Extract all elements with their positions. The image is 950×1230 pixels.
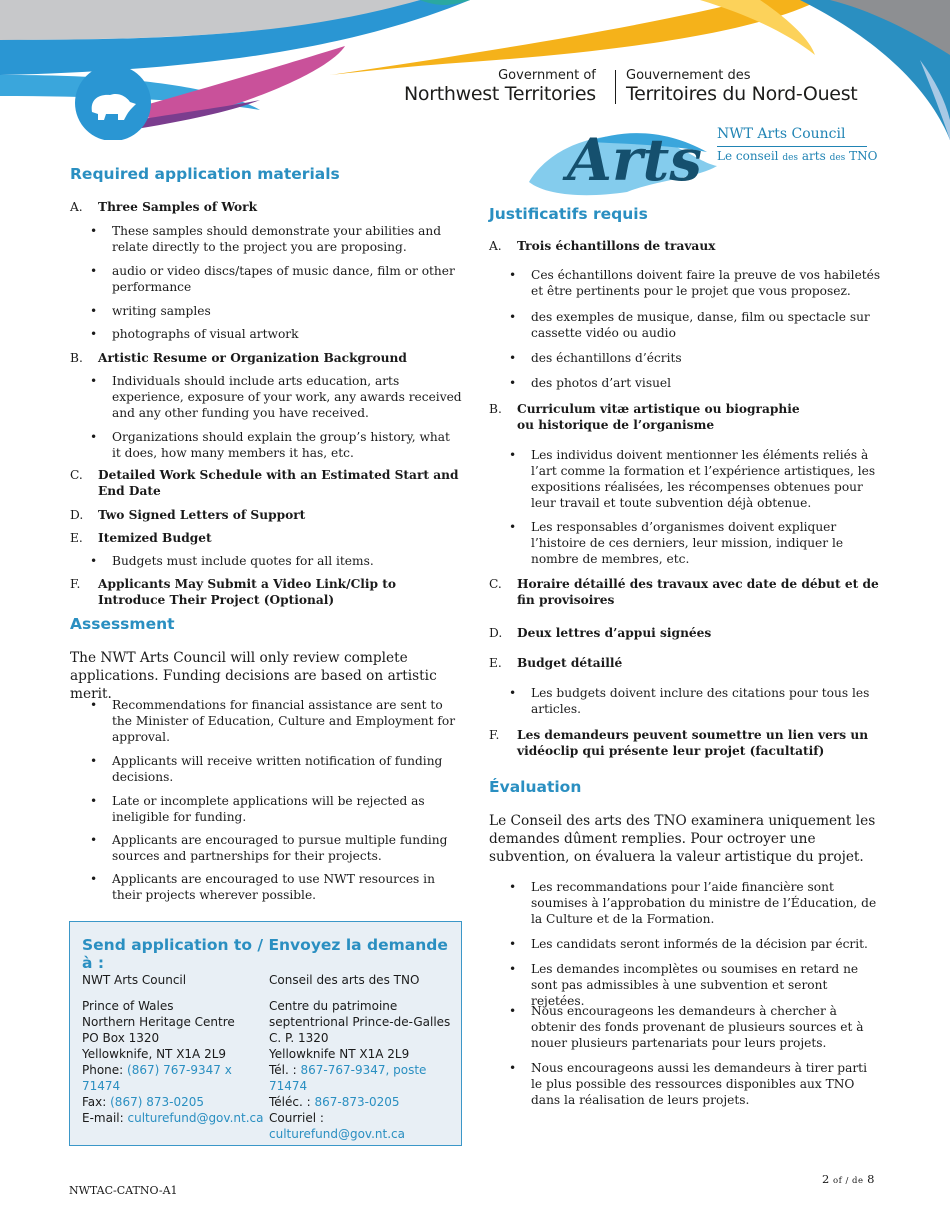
bullet-item: • photographs of visual artwork bbox=[112, 326, 462, 350]
email-link[interactable]: culturefund@gov.nt.ca bbox=[127, 1111, 264, 1125]
assessment-intro: The NWT Arts Council will only review complete applications. Funding decisions are based on artistic merit. bbox=[70, 650, 437, 702]
list-item bbox=[70, 507, 462, 530]
council-fr-part: des bbox=[782, 153, 799, 163]
item-letter: E. bbox=[70, 531, 83, 545]
address-line: Yellowknife, NT X1A 2L9 bbox=[82, 1047, 227, 1061]
item-title: Detailed Work Schedule with an Estimated Start and End Date bbox=[98, 468, 459, 498]
item-letter: C. bbox=[489, 577, 502, 591]
bullet-item: • Les candidats seront informés de la décision par écrit. bbox=[531, 936, 881, 961]
justificatifs-heading: Justificatifs requis bbox=[489, 205, 648, 223]
list-item bbox=[489, 625, 881, 655]
government-name-french bbox=[626, 68, 857, 105]
bullet-item: • des photos d’art visuel bbox=[531, 375, 881, 401]
bullet-item: • Budgets must include quotes for all items. bbox=[112, 553, 462, 576]
gov-fr-large: Territoires du Nord-Ouest bbox=[626, 83, 858, 105]
fax-label: Téléc. : bbox=[269, 1095, 315, 1109]
fax-link[interactable]: (867) 873-0205 bbox=[110, 1095, 204, 1109]
fax-row bbox=[269, 1094, 459, 1110]
french-materials-list bbox=[489, 238, 881, 763]
list-item bbox=[70, 530, 462, 553]
bullet-item: • Les recommandations pour l’aide financière sont soumises à l’approbation du ministre de l’Éducation, de la Culture et de la Formation. bbox=[531, 879, 881, 936]
council-fr-part: TNO bbox=[849, 149, 878, 163]
address-line: PO Box 1320 bbox=[82, 1031, 160, 1045]
contact-box bbox=[69, 921, 462, 1146]
address-line: septentrional Prince-de-Galles bbox=[269, 1015, 451, 1029]
list-item bbox=[489, 401, 881, 447]
bullet-item: • Les responsables d’organismes doivent expliquer l’histoire de ces derniers, leur mission, indiquer le nombre de membres, etc. bbox=[531, 519, 881, 576]
gov-fr-small: Gouvernement des bbox=[626, 68, 751, 83]
bullet-item: • Nous encourageons les demandeurs à chercher à obtenir des fonds provenant de plusieurs sources et à nouer plusieurs partenariats pour leurs projets. bbox=[531, 1003, 881, 1060]
bullet-item: • Nous encourageons aussi les demandeurs à tirer parti le plus possible des ressources disponibles aux TNO dans la réalisation de leurs projets. bbox=[531, 1060, 881, 1110]
item-title: Two Signed Letters of Support bbox=[98, 508, 306, 522]
item-title: Curriculum vitæ artistique ou biographie ou historique de l’organisme bbox=[517, 402, 800, 432]
list-item bbox=[70, 576, 462, 612]
page-of-label: of / de bbox=[832, 1176, 864, 1186]
item-title: Trois échantillons de travaux bbox=[517, 239, 716, 253]
bullet-item: • Recommendations for financial assistance are sent to the Minister of Education, Culture and Employment for approval. bbox=[112, 697, 462, 753]
contact-french bbox=[269, 972, 459, 1142]
gov-en-small: Government of bbox=[498, 68, 596, 83]
item-letter: B. bbox=[70, 351, 83, 365]
government-name-english bbox=[404, 68, 596, 105]
email-label: E-mail: bbox=[82, 1111, 128, 1125]
arts-logo-word: Arts bbox=[567, 126, 703, 194]
list-item bbox=[70, 350, 462, 373]
bullet-item: • These samples should demonstrate your abilities and relate directly to the project you are proposing. bbox=[112, 223, 462, 263]
assessment-heading: Assessment bbox=[70, 615, 175, 633]
list-item bbox=[489, 655, 881, 685]
item-letter: F. bbox=[70, 577, 81, 591]
bullet-item: • Applicants are encouraged to use NWT resources in their projects wherever possible. bbox=[112, 871, 462, 907]
council-underline bbox=[717, 146, 867, 147]
list-item bbox=[489, 727, 881, 763]
address-line: Prince of Wales bbox=[82, 999, 174, 1013]
item-letter: D. bbox=[70, 508, 84, 522]
item-letter: B. bbox=[489, 402, 502, 416]
gov-divider bbox=[615, 70, 616, 104]
phone-link-extension[interactable]: 71474 bbox=[269, 1079, 308, 1093]
french-evaluation-list bbox=[489, 879, 881, 1110]
bullet-item: • writing samples bbox=[112, 303, 462, 326]
council-name-french bbox=[717, 149, 877, 163]
bullet-item: • des exemples de musique, danse, film ou spectacle sur cassette vidéo ou audio bbox=[531, 309, 881, 350]
bullet-item: • audio or video discs/tapes of music dance, film or other performance bbox=[112, 263, 462, 303]
evaluation-intro: Le Conseil des arts des TNO examinera uniquement les demandes dûment remplies. Pour octroyer une subvention, on évaluera la valeur artistique du projet. bbox=[489, 813, 876, 865]
list-item bbox=[489, 576, 881, 625]
item-letter: E. bbox=[489, 656, 502, 670]
phone-label: Tél. : bbox=[269, 1063, 301, 1077]
email-row bbox=[269, 1110, 459, 1142]
item-letter: C. bbox=[70, 468, 83, 482]
bullet-item: • Late or incomplete applications will be rejected as ineligible for funding. bbox=[112, 793, 462, 832]
item-letter: F. bbox=[489, 728, 500, 742]
item-title: Artistic Resume or Organization Background bbox=[98, 351, 407, 365]
fax-link[interactable]: 867-873-0205 bbox=[314, 1095, 400, 1109]
item-letter: A. bbox=[70, 200, 83, 214]
phone-row bbox=[269, 1062, 459, 1078]
address-line: Northern Heritage Centre bbox=[82, 1015, 235, 1029]
item-title: Budget détaillé bbox=[517, 656, 623, 670]
english-assessment-list bbox=[70, 697, 462, 907]
bullet-item: • Les budgets doivent inclure des citations pour tous les articles. bbox=[531, 685, 881, 727]
english-materials-list bbox=[70, 199, 462, 612]
phone-link[interactable]: (867) 767-9347 x 71474 bbox=[82, 1063, 232, 1093]
list-item bbox=[70, 467, 462, 507]
email-row bbox=[82, 1110, 267, 1126]
page-current: 2 bbox=[822, 1172, 830, 1186]
list-item bbox=[70, 199, 462, 223]
gov-en-large: Northwest Territories bbox=[404, 83, 596, 105]
contact-org: NWT Arts Council bbox=[82, 973, 187, 987]
phone-row bbox=[82, 1062, 267, 1094]
contact-title: Send application to / Envoyez la demande à : bbox=[82, 936, 448, 972]
address-line: Yellowknife NT X1A 2L9 bbox=[269, 1047, 410, 1061]
council-fr-part: des bbox=[829, 153, 846, 163]
address-line: C. P. 1320 bbox=[269, 1031, 329, 1045]
email-label: Courriel : bbox=[269, 1111, 324, 1125]
item-title: Applicants May Submit a Video Link/Clip to Introduce Their Project (Optional) bbox=[98, 577, 397, 607]
bullet-item: • Ces échantillons doivent faire la preuve de vos habiletés et être pertinents pour le projet que vous proposez. bbox=[531, 267, 881, 309]
council-name-english: NWT Arts Council bbox=[717, 126, 846, 142]
bullet-item: • des échantillons d’écrits bbox=[531, 350, 881, 375]
email-link[interactable]: culturefund@gov.nt.ca bbox=[269, 1127, 405, 1141]
address-line: Centre du patrimoine bbox=[269, 999, 398, 1013]
page-number bbox=[822, 1172, 874, 1186]
evaluation-heading: Évaluation bbox=[489, 778, 582, 796]
bullet-item: • Organizations should explain the group’s history, what it does, how many members it has, etc. bbox=[112, 429, 462, 467]
fax-row bbox=[82, 1094, 267, 1110]
item-title: Horaire détaillé des travaux avec date de début et de fin provisoires bbox=[517, 577, 879, 607]
item-title: Les demandeurs peuvent soumettre un lien vers un vidéoclip qui présente leur projet (facultatif) bbox=[517, 728, 869, 758]
list-item bbox=[489, 238, 881, 267]
bullet-item: • Individuals should include arts education, arts experience, exposure of your work, any awards received and any other funding you have received. bbox=[112, 373, 462, 429]
item-title: Itemized Budget bbox=[98, 531, 212, 545]
item-letter: D. bbox=[489, 626, 503, 640]
council-fr-part: Le conseil bbox=[717, 149, 779, 163]
bullet-item: • Les demandes incomplètes ou soumises en retard ne sont pas admissibles à une subvention et seront rejetées. bbox=[531, 961, 881, 1003]
page-total: 8 bbox=[867, 1172, 875, 1186]
form-code: NWTAC-CATNO-A1 bbox=[69, 1184, 178, 1197]
contact-english bbox=[82, 972, 267, 1126]
phone-link[interactable]: 867-767-9347, poste bbox=[300, 1063, 427, 1077]
bullet-item: • Applicants will receive written notification of funding decisions. bbox=[112, 753, 462, 793]
bullet-item: • Applicants are encouraged to pursue multiple funding sources and partnerships for their projects. bbox=[112, 832, 462, 871]
fax-label: Fax: bbox=[82, 1095, 111, 1109]
item-letter: A. bbox=[489, 239, 502, 253]
item-title: Three Samples of Work bbox=[98, 200, 258, 214]
required-materials-heading: Required application materials bbox=[70, 165, 340, 183]
council-fr-part: arts bbox=[801, 149, 826, 163]
contact-org: Conseil des arts des TNO bbox=[269, 973, 420, 987]
phone-label: Phone: bbox=[82, 1063, 128, 1077]
bullet-item: • Les individus doivent mentionner les éléments reliés à l’art comme la formation et l’expérience artistiques, les expositions réalisées, les récompenses obtenues pour leur travail et toute subvention déjà obtenue. bbox=[531, 447, 881, 519]
item-title: Deux lettres d’appui signées bbox=[517, 626, 712, 640]
